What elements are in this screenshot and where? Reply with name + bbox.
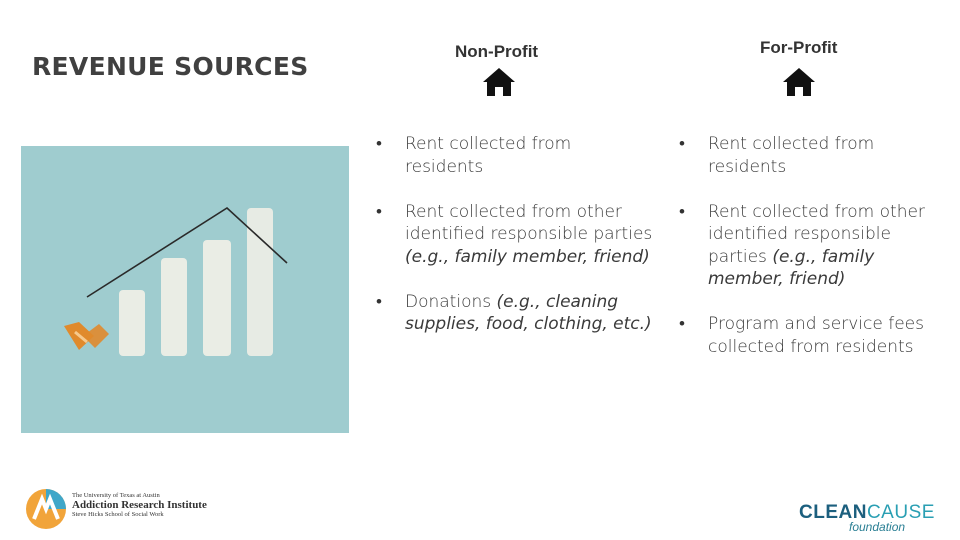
slide-title: REVENUE SOURCES — [32, 52, 309, 81]
uta-logo-text: The University of Texas at Austin Addiction Research Institute Steve Hicks School of Social Work — [72, 492, 207, 518]
addiction-research-institute-logo — [25, 488, 67, 530]
growth-illustration — [21, 146, 349, 433]
for-profit-heading: For-Profit — [760, 38, 838, 57]
list-item: • Rent collected from residents — [677, 133, 941, 178]
bar-growth-image — [21, 146, 349, 433]
list-item: • Rent collected from residents — [374, 133, 654, 178]
home-icon — [782, 67, 816, 97]
list-item: • Rent collected from other identified responsible parties (e.g., family member, friend) — [374, 201, 654, 269]
for-profit-list — [677, 133, 941, 381]
cleancause-logo: CLEANCAUSE foundation — [799, 502, 935, 534]
non-profit-list — [374, 133, 654, 358]
list-item: • Rent collected from other identified responsible parties (e.g., family member, friend) — [677, 201, 941, 291]
home-icon — [482, 67, 516, 97]
list-item: • Donations (e.g., cleaning supplies, food, clothing, etc.) — [374, 291, 654, 336]
list-item: • Program and service fees collected from residents — [677, 313, 941, 358]
non-profit-heading: Non-Profit — [455, 42, 539, 61]
